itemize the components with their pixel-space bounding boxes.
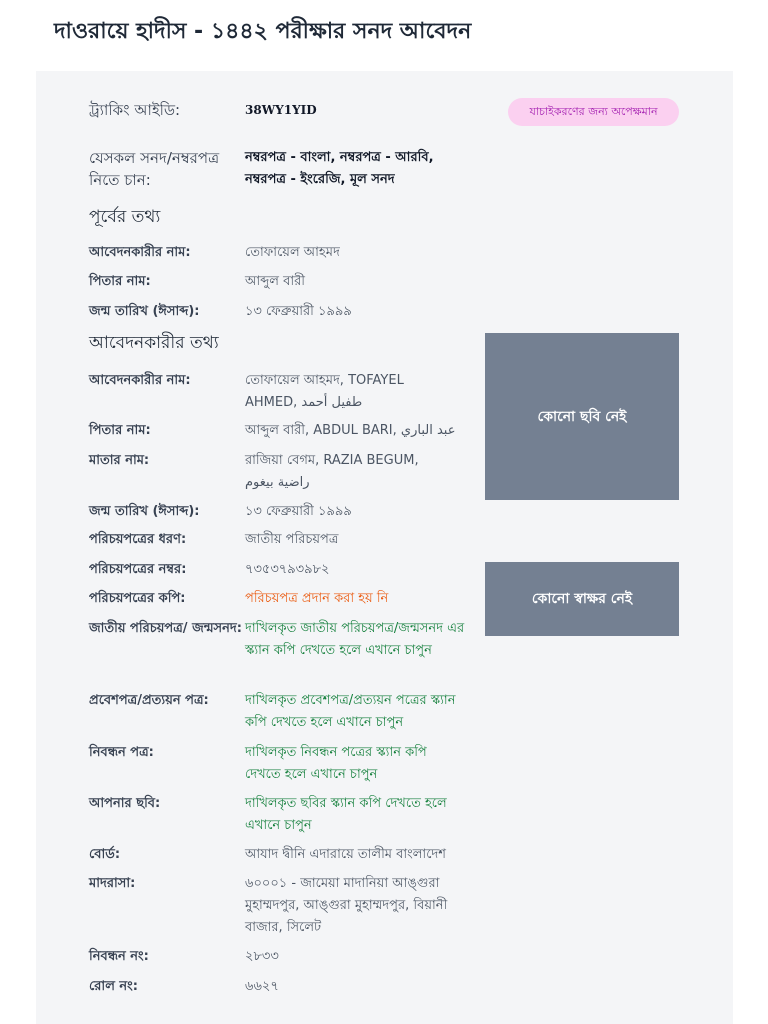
- prev-dob-row: [89, 301, 465, 323]
- field-value: আব্দুল বারী, ABDUL BARI, عبد الباري: [245, 423, 456, 438]
- field-label: আপনার ছবি:: [89, 796, 161, 811]
- section-previous-heading: পূর্বের তথ্য: [89, 207, 161, 227]
- app-nid-row: [89, 618, 465, 662]
- tracking-label: ট্র্যাকিং আইডি:: [89, 101, 181, 119]
- app-madrasa-row: [89, 873, 465, 939]
- field-label: জন্ম তারিখ (ঈসাব্দ):: [89, 504, 200, 519]
- app-regno-row: [89, 946, 465, 968]
- field-value: ৬০০০১ - জামেয়া মাদানিয়া আঙ্গুরা মুহাম্মদপুর, আঙ্গুরা মুহাম্মদপুর, বিয়ানী বাজার, সিলেট: [245, 876, 448, 935]
- field-value: ২৮৩৩: [245, 949, 279, 964]
- tracking-id: 38WY1YID: [245, 103, 317, 117]
- field-label: মাতার নাম:: [89, 453, 150, 468]
- field-label: পরিচয়পত্রের নম্বর:: [89, 562, 187, 577]
- field-label: আবেদনকারীর নাম:: [89, 245, 191, 260]
- field-label: রোল নং:: [89, 979, 138, 994]
- field-label: পিতার নাম:: [89, 423, 151, 438]
- app-board-row: [89, 844, 475, 866]
- app-name-row: [89, 370, 445, 414]
- field-value: রাজিয়া বেগম, RAZIA BEGUM, راضية بيغوم: [245, 453, 419, 490]
- app-photo-row: [89, 793, 465, 837]
- prev-name-row: [89, 242, 465, 264]
- app-idno-row: [89, 559, 465, 581]
- field-value: ৬৬২৭: [245, 979, 279, 994]
- app-mother-row: [89, 450, 445, 494]
- app-admit-row: [89, 690, 465, 734]
- field-value: আযাদ দ্বীনি এদারায়ে তালীম বাংলাদেশ: [245, 847, 446, 862]
- field-value: ৭৩৫৩৭৯৩৯৮২: [245, 562, 330, 577]
- field-label: বোর্ড:: [89, 847, 121, 862]
- app-dob-row: [89, 501, 465, 523]
- app-reg-row: [89, 742, 465, 786]
- registration-scan-link[interactable]: দাখিলকৃত নিবন্ধন পত্রের স্ক্যান কপি দেখতে হলে এখানে চাপুন: [245, 745, 427, 782]
- status-badge: যাচাইকরণের জন্য অপেক্ষমান: [508, 98, 679, 126]
- field-label: প্রবেশপত্র/প্রত্যয়ন পত্র:: [89, 693, 209, 708]
- signature-placeholder: কোনো স্বাক্ষর নেই: [485, 562, 679, 636]
- field-value: আব্দুল বারী: [245, 274, 305, 289]
- admit-card-scan-link[interactable]: দাখিলকৃত প্রবেশপত্র/প্রত্যয়ন পত্রের স্ক্যান কপি দেখতে হলে এখানে চাপুন: [245, 693, 456, 730]
- field-label: জাতীয় পরিচয়পত্র/ জন্মসনদ:: [89, 621, 242, 636]
- nid-scan-link[interactable]: দাখিলকৃত জাতীয় পরিচয়পত্র/জন্মসনদ এর স্ক্যান কপি দেখতে হলে এখানে চাপুন: [245, 621, 465, 658]
- app-idtype-row: [89, 529, 465, 551]
- field-value: ১৩ ফেব্রুয়ারী ১৯৯৯: [245, 304, 352, 319]
- photo-scan-link[interactable]: দাখিলকৃত ছবির স্ক্যান কপি দেখতে হলে এখানে চাপুন: [245, 796, 447, 833]
- page-title: দাওরায়ে হাদীস - ১৪৪২ পরীক্ষার সনদ আবেদন: [54, 19, 472, 44]
- id-copy-status: পরিচয়পত্র প্রদান করা হয় নি: [245, 591, 389, 606]
- field-label: পরিচয়পত্রের কপি:: [89, 591, 186, 606]
- field-value: তোফায়েল আহমদ: [245, 245, 340, 260]
- field-label: আবেদনকারীর নাম:: [89, 373, 191, 388]
- certificates-label: যেসকল সনদ/নম্বরপত্র নিতে চান:: [89, 149, 220, 189]
- field-label: নিবন্ধন নং:: [89, 949, 149, 964]
- field-label: নিবন্ধন পত্র:: [89, 745, 154, 760]
- field-label: পিতার নাম:: [89, 274, 151, 289]
- certificates-value: নম্বরপত্র - বাংলা, নম্বরপত্র - আরবি, নম্বরপত্র - ইংরেজি, মূল সনদ: [245, 150, 434, 187]
- app-idcopy-row: [89, 588, 465, 610]
- field-value: ১৩ ফেব্রুয়ারী ১৯৯৯: [245, 504, 352, 519]
- app-roll-row: [89, 976, 465, 998]
- photo-placeholder: কোনো ছবি নেই: [485, 333, 679, 500]
- tracking-row: [89, 99, 465, 121]
- field-value: জাতীয় পরিচয়পত্র: [245, 532, 339, 547]
- section-applicant-heading: আবেদনকারীর তথ্য: [89, 333, 219, 353]
- prev-father-row: [89, 271, 465, 293]
- app-father-row: [89, 420, 465, 442]
- field-label: মাদরাসা:: [89, 876, 136, 891]
- certificates-row: [89, 147, 465, 191]
- field-value: তোফায়েল আহমদ, TOFAYEL AHMED, طفيل أحمد: [245, 373, 404, 410]
- field-label: পরিচয়পত্রের ধরণ:: [89, 532, 187, 547]
- field-label: জন্ম তারিখ (ঈসাব্দ):: [89, 304, 200, 319]
